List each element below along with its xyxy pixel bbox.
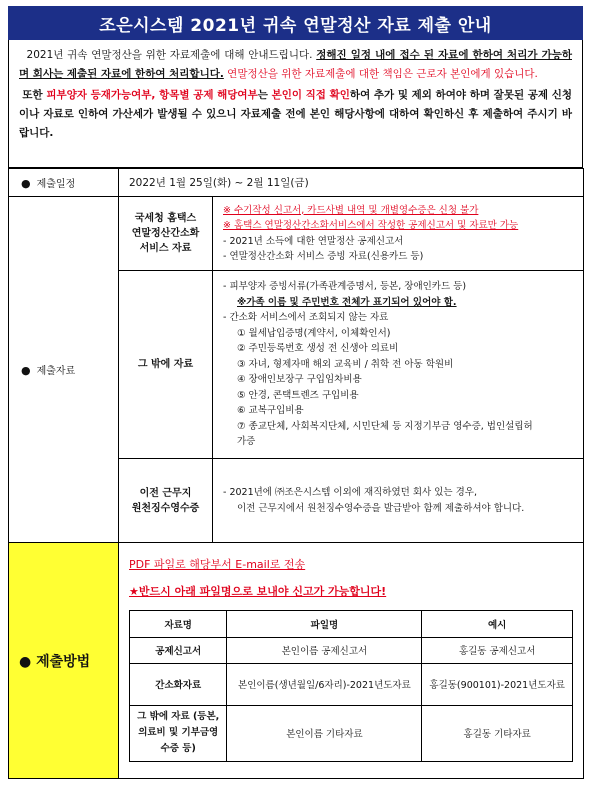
table-row: 그 밖에 자료 (등본, 의료비 및 기부금영수증 등) 본인이름 기타자료 홍길동 기타자료 [130, 705, 573, 761]
bullet-icon: ● [19, 653, 32, 670]
table-row: 공제신고서 본인이름 공제신고서 홍길동 공제신고서 [130, 637, 573, 663]
materials-label: 제출자료 [36, 366, 76, 377]
info-table [8, 168, 584, 779]
other-content: - 피부양자 증빙서류(가족관계증명서, 등본, 장애인카드 등) ※가족 이름 및 주민번호 전체가 표기되어 있어야 함. - 간소화 서비스에서 조회되지 않는 자료 ① 월세납입증명(계약서, 이체확인서) ② 주민등록번호 생성 전 신생아 의료비 ③ 자녀, 형제자매 해외 교육비 / 취학 전 아동 학원비 ④ 장애인보장구 구입임차비용 ⑤ 안경, 콘택트렌즈 구입비용 ⑥ 교복구입비용 ⑦ 종교단체, 사회복지단체, 시민단체 등 지정기부금 영수증, 법인설립허 가증 [213, 271, 584, 459]
intro-notice: 2021년 귀속 연말정산을 위한 자료제출에 대해 안내드립니다. 정해진 일정 내에 접수 된 자료에 한하여 처리가 가능하며 회사는 제출된 자료에 한하여 처리합니다. 연말정산을 위한 자료제출에 대한 책임은 근로자 본인에게 있습니다. 또한 피부양자 등재가능여부, 항목별 공제 해당여부는 본인이 직접 확인하여 추가 및 제외 하여야 하며 잘못된 공제 신청이나 자료로 인하여 가산세가 발생될 수 있으니 자료제출 전에 본인 해당사항에 대하여 확인하신 후 제출하여 주시기 바랍니다. [8, 40, 583, 168]
prev-content: - 2021년에 ㈜조은시스템 이외에 재직하였던 회사 있는 경우, 이전 근무지에서 원천징수영수증을 발급받아 함께 제출하셔야 합니다. [213, 459, 584, 543]
filename-table-header: 자료명 파일명 예시 [130, 610, 573, 637]
hometax-content: ※ 수기작성 신고서, 카드사별 내역 및 개별영수증은 신청 불가 ※ 홈택스 연말정산간소화서비스에서 작성한 공제신고서 및 자료만 가능 - 2021년 소득에 대한 연말정산 공제신고서 - 연말정산간소화 서비스 증빙 자료(신용카드 등) [213, 197, 584, 271]
bullet-icon: ● [21, 364, 31, 377]
table-row: 간소화자료 본인이름(생년월일/6자리)-2021년도자료 홍길동(900101)-2021년도자료 [130, 663, 573, 705]
filename-table [129, 610, 573, 762]
method-line2: ★반드시 아래 파일명으로 보내야 신고가 가능합니다! [129, 584, 387, 598]
hometax-row [9, 197, 584, 271]
schedule-label: 제출일정 [36, 179, 76, 190]
prev-name: 이전 근무지 원천징수영수증 [119, 459, 213, 543]
schedule-value: 2022년 1월 25일(화) ~ 2월 11일(금) [119, 169, 584, 197]
method-line1: PDF 파일로 해당부서 E-mail로 전송 [129, 557, 306, 571]
other-name: 그 밖에 자료 [119, 271, 213, 459]
method-label: 제출방법 [36, 653, 91, 670]
method-row [9, 543, 584, 779]
bullet-icon: ● [21, 177, 31, 190]
page-title: 조은시스템 2021년 귀속 연말정산 자료 제출 안내 [8, 6, 583, 40]
hometax-name: 국세청 홈택스 연말정산간소화 서비스 자료 [119, 197, 213, 271]
schedule-row [9, 169, 584, 197]
